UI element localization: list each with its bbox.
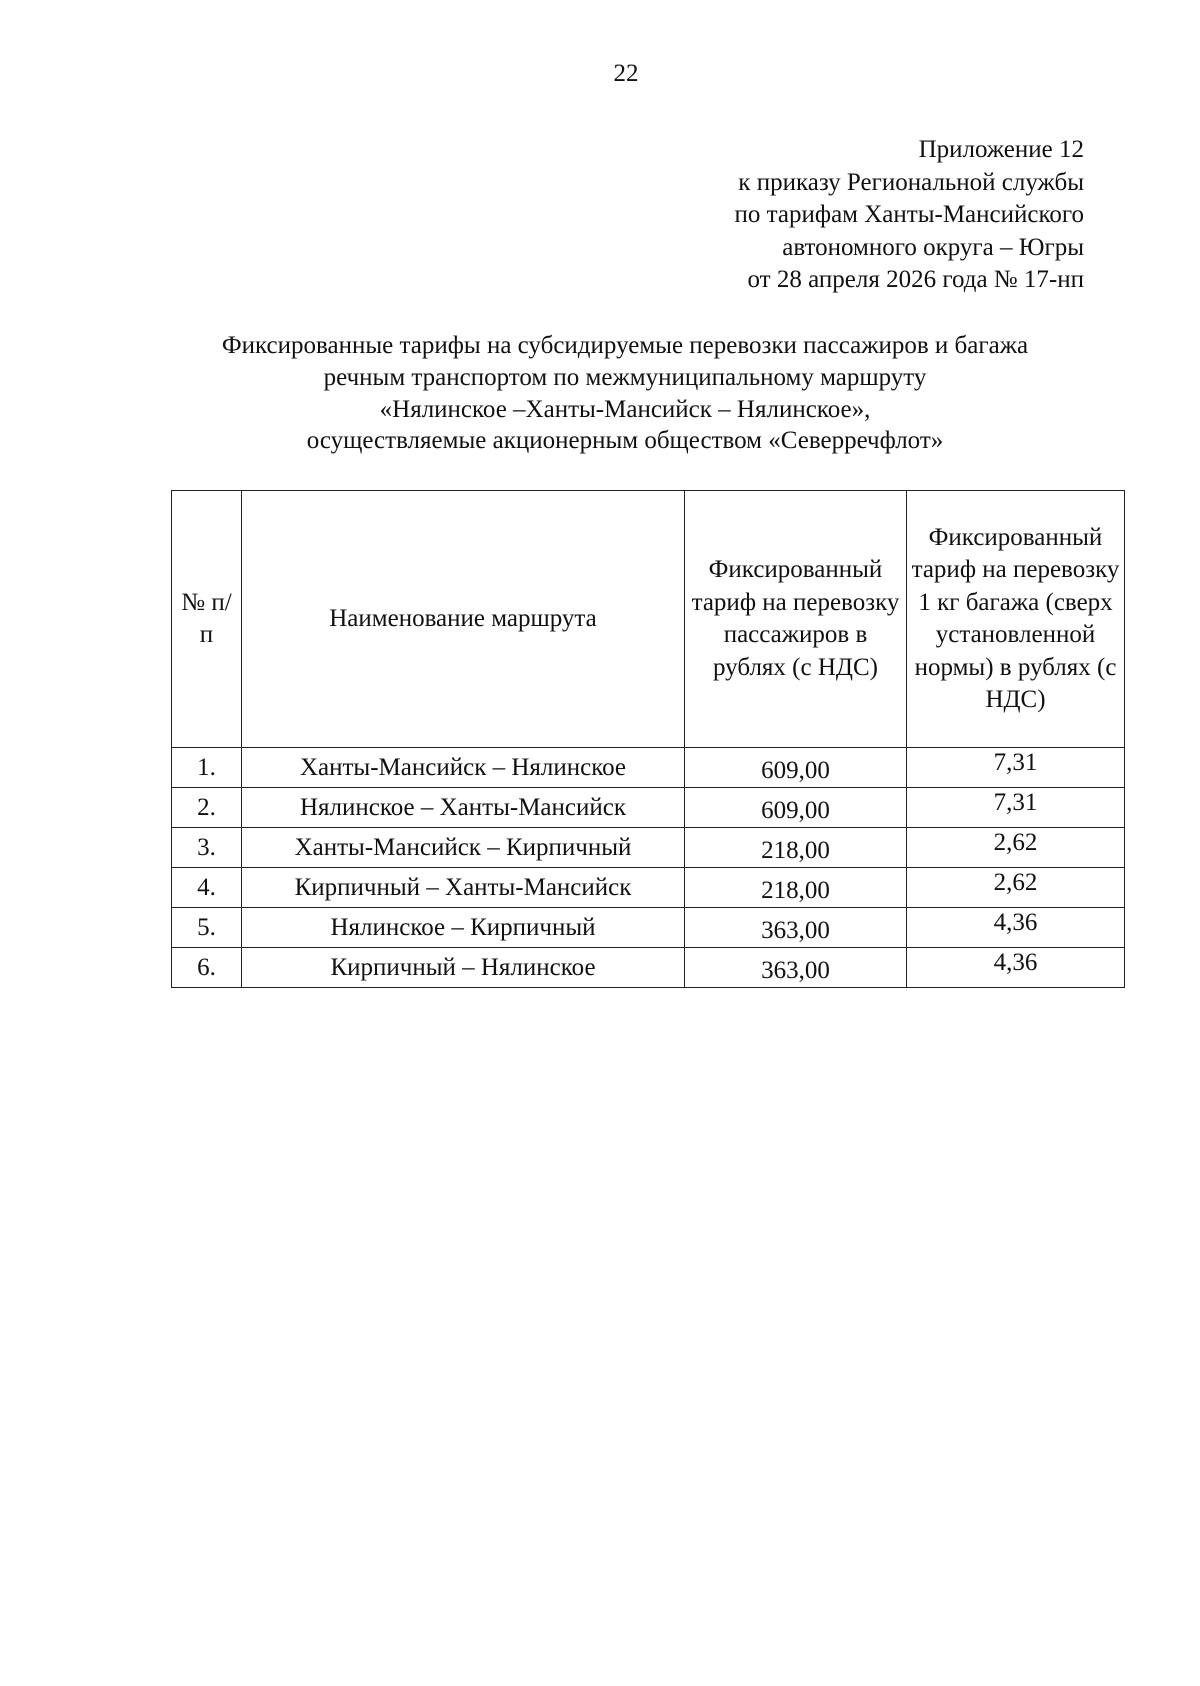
row-baggage-tariff: 2,62 [907, 828, 1125, 868]
header-passenger-tariff: Фиксированный тариф на перевозку пассажиров в рублях (с НДС) [685, 491, 907, 748]
table-row [172, 748, 1125, 788]
row-baggage-tariff: 4,36 [907, 908, 1125, 948]
row-baggage-tariff: 4,36 [907, 948, 1125, 988]
document-title [130, 330, 1120, 457]
table-header [172, 491, 1125, 748]
title-line: осуществляемые акционерным обществом «Северречфлот» [306, 427, 944, 455]
appendix-line: по тарифам Ханты-Мансийского [734, 201, 1084, 229]
row-route: Кирпичный – Нялинское [242, 948, 685, 988]
row-passenger-tariff: 609,00 [685, 748, 907, 788]
appendix-line: Приложение 12 [918, 136, 1084, 163]
row-passenger-tariff: 363,00 [685, 908, 907, 948]
table-body [172, 748, 1125, 988]
row-passenger-tariff: 609,00 [685, 788, 907, 828]
row-passenger-tariff: 218,00 [685, 828, 907, 868]
row-num: 3. [172, 828, 242, 868]
row-num: 2. [172, 788, 242, 828]
appendix-line: от 28 апреля 2026 года № 17-нп [747, 266, 1084, 294]
header-route: Наименование маршрута [242, 491, 685, 748]
table-row [172, 948, 1125, 988]
title-line: «Нялинское –Ханты-Мансийск – Нялинское», [379, 395, 871, 423]
row-baggage-tariff: 2,62 [907, 868, 1125, 908]
table-row [172, 908, 1125, 948]
row-num: 6. [172, 948, 242, 988]
row-num: 5. [172, 908, 242, 948]
appendix-line: к приказу Региональной службы [738, 168, 1084, 196]
row-baggage-tariff: 7,31 [907, 748, 1125, 788]
row-route: Кирпичный – Ханты-Мансийск [242, 868, 685, 908]
row-route: Ханты-Мансийск – Кирпичный [242, 828, 685, 868]
row-route: Нялинское – Кирпичный [242, 908, 685, 948]
tariff-table [171, 490, 1125, 988]
row-baggage-tariff: 7,31 [907, 788, 1125, 828]
row-num: 4. [172, 868, 242, 908]
appendix-line: автономного округа – Югры [782, 233, 1084, 261]
row-passenger-tariff: 363,00 [685, 948, 907, 988]
title-line: Фиксированные тарифы на субсидируемые перевозки пассажиров и багажа [221, 332, 1029, 359]
header-row [172, 491, 1125, 748]
table-row [172, 868, 1125, 908]
title-line: речным транспортом по межмуниципальному маршруту [323, 363, 927, 391]
appendix-block [735, 134, 1084, 297]
table-row [172, 788, 1125, 828]
header-baggage-tariff: Фиксированный тариф на перевозку 1 кг багажа (сверх установленной нормы) в рублях (с НДС) [907, 491, 1125, 748]
row-num: 1. [172, 748, 242, 788]
header-num: № п/п [172, 491, 242, 748]
table-row [172, 828, 1125, 868]
row-passenger-tariff: 218,00 [685, 868, 907, 908]
row-route: Нялинское – Ханты-Мансийск [242, 788, 685, 828]
page-number: 22 [613, 60, 639, 87]
row-route: Ханты-Мансийск – Нялинское [242, 748, 685, 788]
